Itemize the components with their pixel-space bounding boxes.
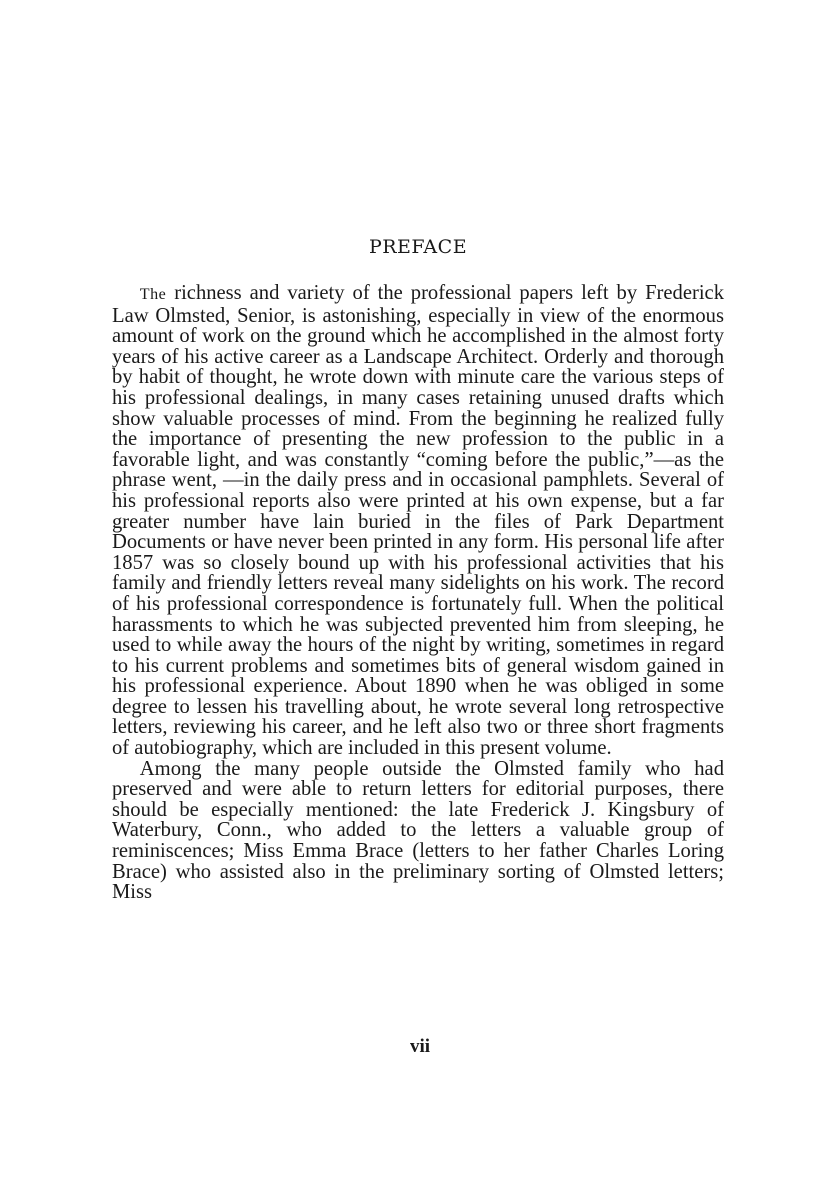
paragraph-2	[112, 759, 724, 903]
preface-text	[112, 283, 724, 903]
page-title: PREFACE	[368, 236, 468, 258]
paragraph-1-body: richness and variety of the professional papers left by Frederick Law Olmsted, Senior, is astonishing, especially in view of the enormous amount of work on the ground which he accomplished in the almost forty years of his active career as a Landscape Architect. Orderly and thorough by habit of thought, he wrote down with minute care the various steps of his professional dealings, in many cases retaining unused drafts which show valuable processes of mind. From the beginning he realized fully the importance of presenting the new profession to the public in a favorable light, and was constantly “coming before the public,”—as the phrase went, —in the daily press and in occasional pamphlets. Several of his professional reports also were printed at his own expense, but a far greater number have lain buried in the files of Park Department Documents or have never been printed in any form. His personal life after 1857 was so closely bound up with his professional activities that his family and friendly letters reveal many sidelights on his work. The record of his professional correspondence is fortunately full. When the political harassments to which he was subjected prevented him from sleeping, he used to while away the hours of the night by writing, sometimes in regard to his current problems and sometimes bits of general wisdom gained in his professional experience. About 1890 when he was obliged in some degree to lessen his travelling about, he wrote several long retrospective letters, reviewing his career, and he left also two or three short fragments of autobiography, which are included in this present volume.	[112, 282, 724, 760]
page-content	[112, 236, 724, 903]
paragraph-2-body: Among the many people outside the Olmsted family who had preserved and were able to return letters for editorial purposes, there should be especially mentioned: the late Frederick J. Kingsbury of Waterbury, Conn., who added to the letters a valuable group of reminiscences; Miss Emma Brace (letters to her father Charles Loring Brace) who assisted also in the preliminary sorting of Olmsted letters; Miss	[112, 757, 724, 904]
page-number: vii	[409, 1036, 431, 1057]
paragraph-1-lead: The	[139, 286, 167, 303]
paragraph-1	[112, 283, 724, 759]
